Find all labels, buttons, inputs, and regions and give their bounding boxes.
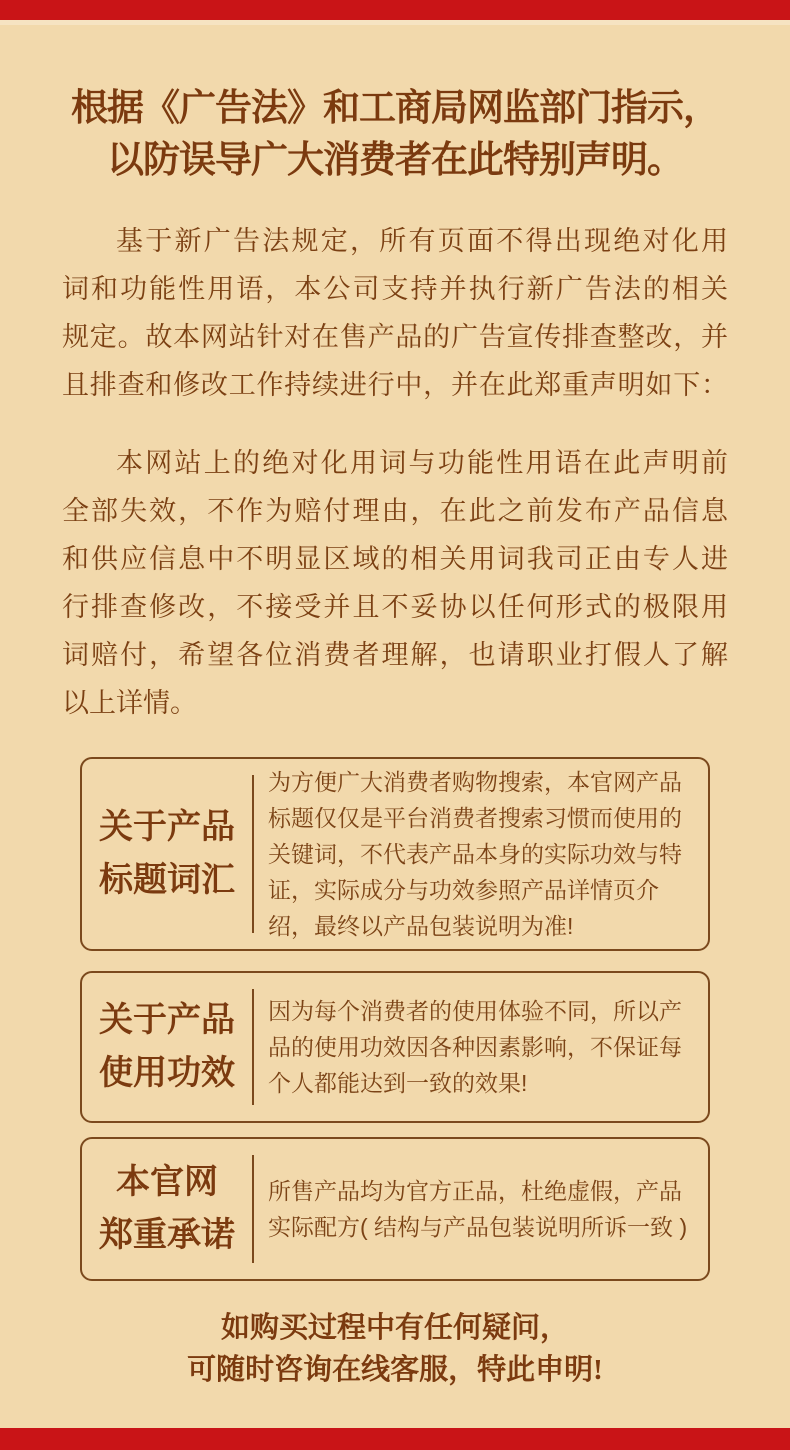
notice-box-text-content: 为方便广大消费者购物搜索，本官网产品标题仅仅是平台消费者搜索习惯而使用的关键词，不代表产品本身的实际功效与特证，实际成分与功效参照产品详情页介绍，最终以产品包装说明为准! [268,769,682,939]
notice-box-product-title [80,757,710,951]
notice-box-text-content: 所售产品均为官方正品，杜绝虚假，产品实际配方( 结构与产品包装说明所诉一致 ) [268,1178,688,1240]
notice-box-text [254,759,708,949]
paragraph-line: 词赔付，希望各位消费者理解，也请职业打假人了解 [62,640,728,670]
paragraph-line: 以上详情。 [62,688,197,718]
top-red-bar [0,0,790,20]
notice-box-label-line: 关于产品 [99,1002,235,1039]
notice-box-label-line: 关于产品 [99,809,235,846]
paragraph-line: 基于新广告法规定，所有页面不得出现绝对化用 [116,226,728,256]
top-bar-highlight [0,20,790,25]
paragraph-line: 且排查和修改工作持续进行中，并在此郑重声明如下： [62,370,728,400]
statement-title-line-2: 以防误导广大消费者在此特别声明。 [107,140,683,181]
footer-note-line-2: 可随时咨询在线客服，特此申明! [187,1354,603,1386]
notice-box-text [254,973,708,1121]
notice-box-text [254,1139,708,1279]
notice-box-label [82,973,252,1121]
notice-box-label-line: 使用功效 [99,1055,235,1092]
statement-title-line-1: 根据《广告法》和工商局网监部门指示， [71,88,719,129]
notice-box-label-line: 标题词汇 [99,862,235,899]
paragraph-line: 行排查修改，不接受并且不妥协以任何形式的极限用 [62,592,728,622]
notice-box-label [82,759,252,949]
notice-box-text-content: 因为每个消费者的使用体验不同，所以产品的使用功效因各种因素影响，不保证每个人都能达到一致的效果! [268,998,682,1096]
statement-title [0,83,790,187]
paragraph-line: 规定。故本网站针对在售产品的广告宣传排查整改，并 [62,322,728,352]
bottom-red-bar [0,1428,790,1450]
paragraph-line: 本网站上的绝对化用词与功能性用语在此声明前 [116,448,728,478]
notice-box-official-promise [80,1137,710,1281]
statement-paragraph-2 [62,439,728,727]
footer-note [0,1307,790,1391]
paragraph-line: 词和功能性用语，本公司支持并执行新广告法的相关 [62,274,728,304]
notice-box-label-line: 本官网 [116,1164,218,1201]
paragraph-line: 全部失效，不作为赔付理由，在此之前发布产品信息 [62,496,728,526]
notice-box-label [82,1139,252,1279]
notice-box-product-effect [80,971,710,1123]
notice-box-label-line: 郑重承诺 [99,1217,235,1254]
statement-paragraph-1 [62,217,728,409]
paragraph-line: 和供应信息中不明显区域的相关用词我司正由专人进 [62,544,728,574]
footer-note-line-1: 如购买过程中有任何疑问， [220,1312,569,1344]
